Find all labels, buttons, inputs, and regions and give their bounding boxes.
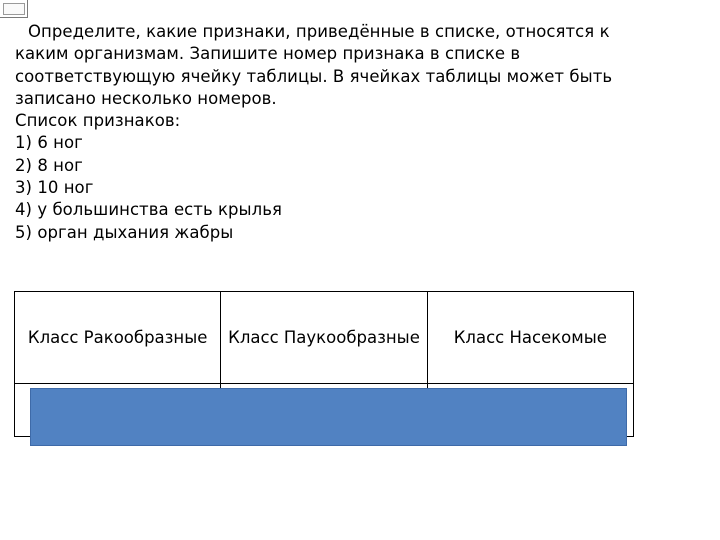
list-item-1: 1) 6 ног (15, 133, 83, 153)
answer-cover-box[interactable] (30, 388, 627, 446)
task-text (15, 21, 665, 244)
header-arachnids: Класс Паукообразные (221, 292, 427, 384)
header-insects: Класс Насекомые (427, 292, 633, 384)
list-heading: Список признаков: (15, 111, 181, 131)
list-item-2: 2) 8 ног (15, 155, 83, 175)
corner-frame (0, 0, 28, 18)
task-intro: Определите, какие признаки, приведённые в списке, относятся к каким организмам. Запишите номер признака в списке в соответствующую ячейку таблицы. В ячейках таблицы может быть записано несколько номеров. (15, 22, 613, 108)
list-item-5: 5) орган дыхания жабры (15, 222, 234, 242)
header-crustaceans: Класс Ракообразные (15, 292, 221, 384)
table-header-row (15, 292, 634, 384)
list-item-3: 3) 10 ног (15, 178, 94, 198)
list-item-4: 4) у большинства есть крылья (15, 200, 282, 220)
